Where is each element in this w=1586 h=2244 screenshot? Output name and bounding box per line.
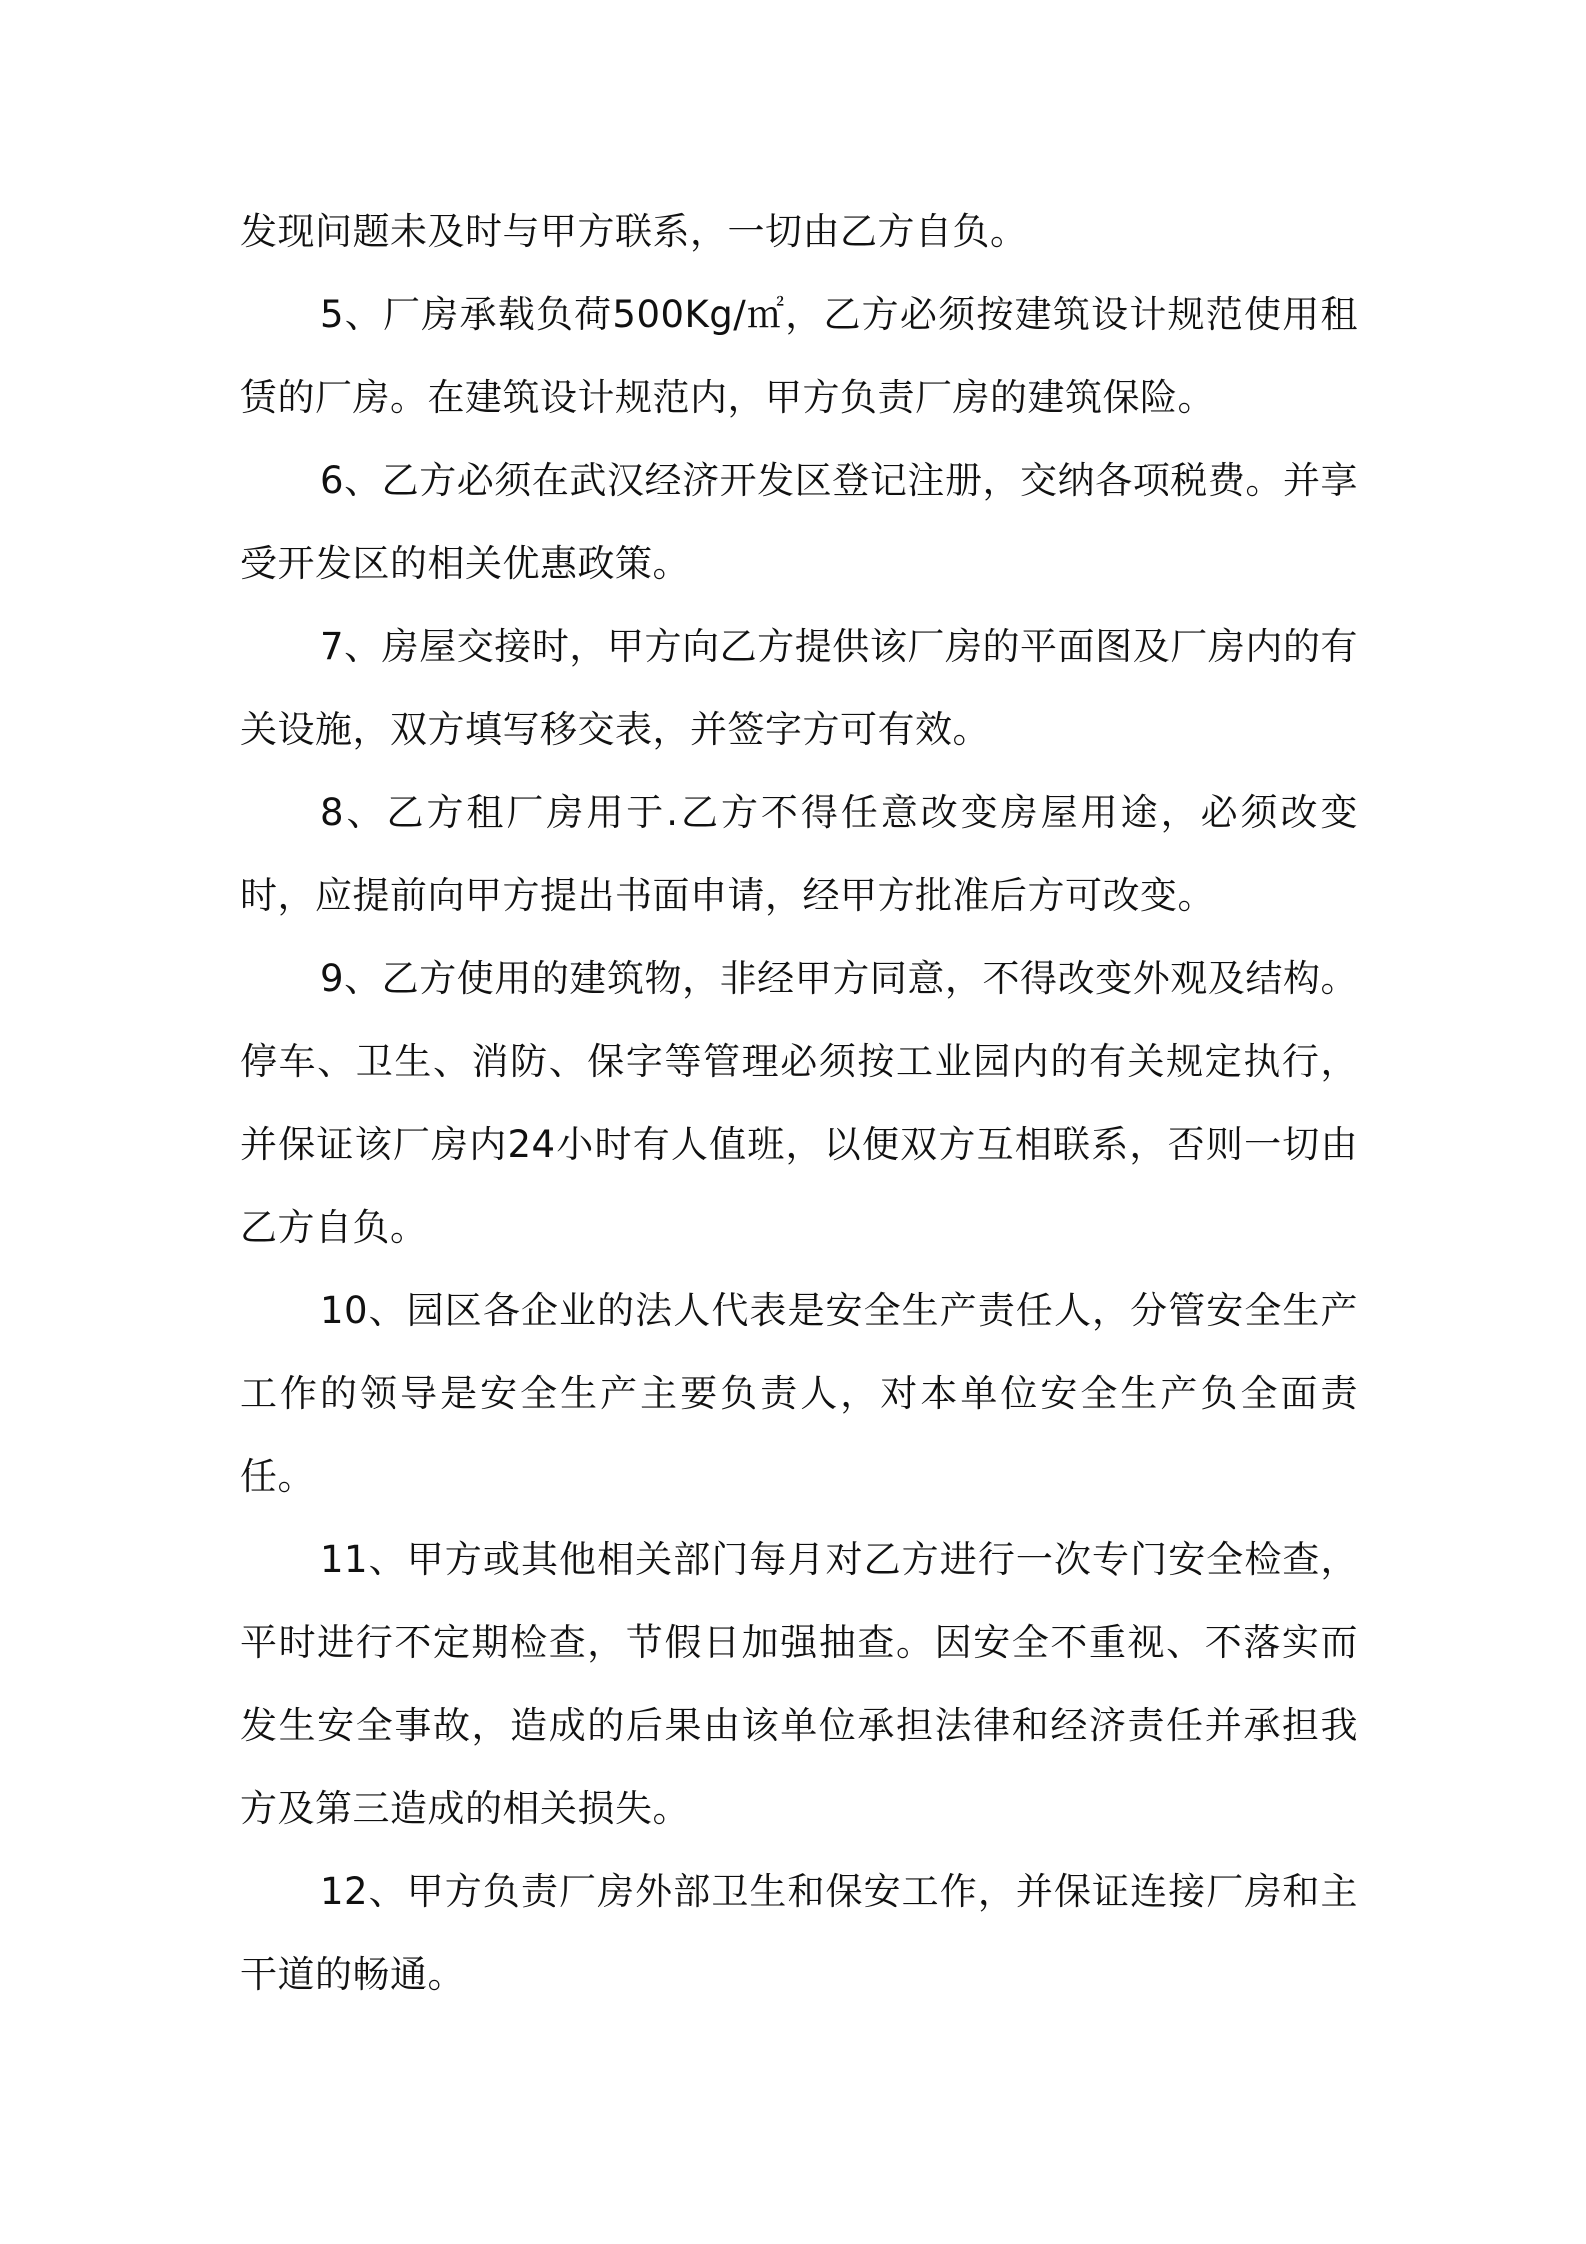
paragraph-clause-8: 8、乙方租厂房用于.乙方不得任意改变房屋用途，必须改变时，应提前向甲方提出书面申请，经甲方批准后方可改变。 [240,791,1358,917]
paragraph-clause-12: 12、甲方负责厂房外部卫生和保安工作，并保证连接厂房和主干道的畅通。 [240,1870,1358,1996]
paragraph-clause-6: 6、乙方必须在武汉经济开发区登记注册，交纳各项税费。并享受开发区的相关优惠政策。 [240,459,1358,585]
paragraph-clause-5: 5、厂房承载负荷500Kg/㎡，乙方必须按建筑设计规范使用租赁的厂房。在建筑设计规范内，甲方负责厂房的建筑保险。 [240,293,1358,419]
paragraph-clause-10: 10、园区各企业的法人代表是安全生产责任人，分管安全生产工作的领导是安全生产主要负责人，对本单位安全生产负全面责任。 [240,1289,1358,1498]
paragraph-clause-7: 7、房屋交接时，甲方向乙方提供该厂房的平面图及厂房内的有关设施，双方填写移交表，并签字方可有效。 [240,625,1358,751]
paragraph-continuation: 发现问题未及时与甲方联系，一切由乙方自负。 [240,210,1028,253]
paragraph-clause-11: 11、甲方或其他相关部门每月对乙方进行一次专门安全检查，平时进行不定期检查，节假日加强抽查。因安全不重视、不落实而发生安全事故，造成的后果由该单位承担法律和经济责任并承担我方及第三造成的相关损失。 [240,1538,1358,1830]
paragraph-clause-9: 9、乙方使用的建筑物，非经甲方同意，不得改变外观及结构。停车、卫生、消防、保字等管理必须按工业园内的有关规定执行，并保证该厂房内24小时有人值班，以便双方互相联系，否则一切由乙方自负。 [240,957,1358,1249]
document-body [240,190,1358,2016]
